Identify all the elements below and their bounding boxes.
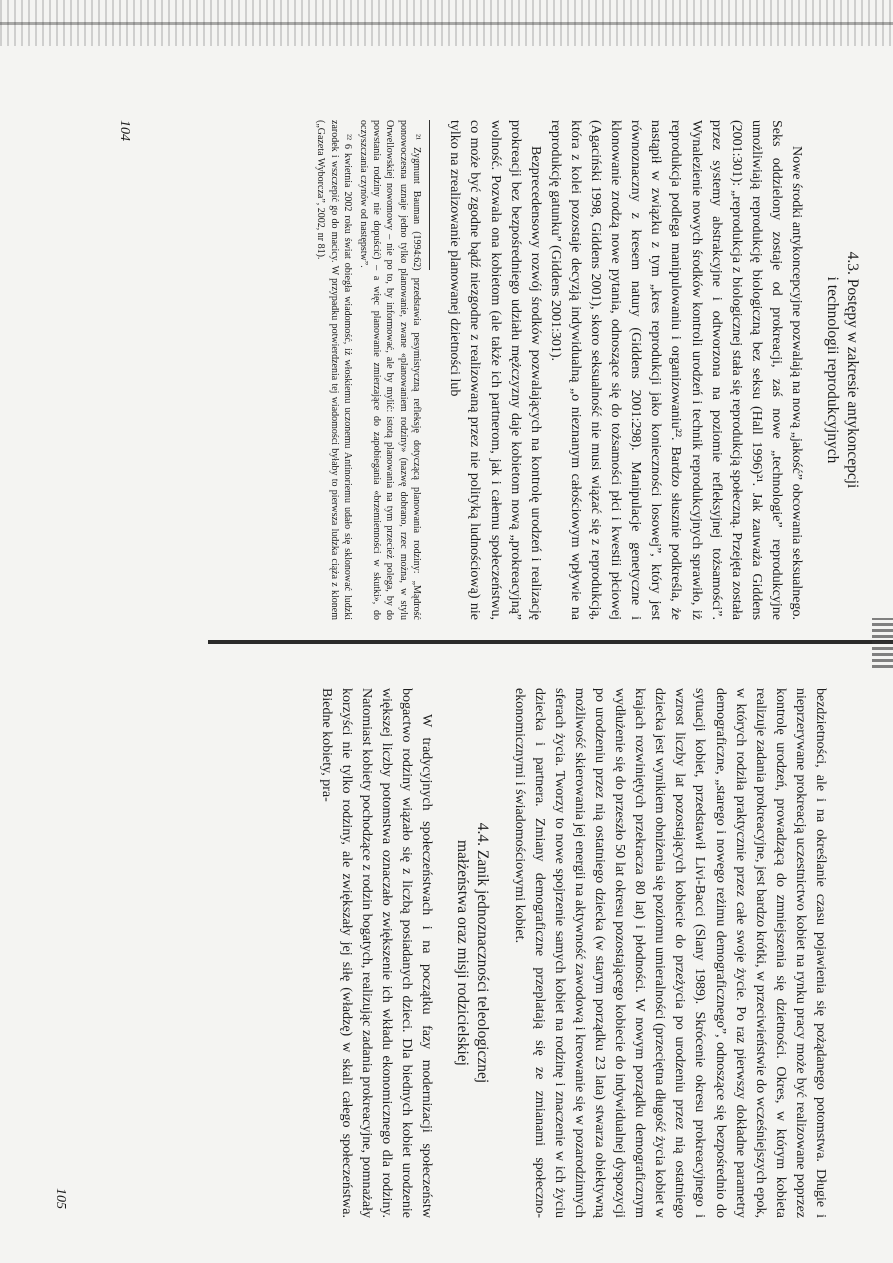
heading-line-1: 4.3. Postępy w zakresie antykoncepcji [844,251,861,489]
body-paragraph: bezdzietności, ale i na określanie czasu pojawienia się pożądanego potomstwa. Długie i nieprzerywane prokreacją uczestnictwo kobiet na rynku pracy może być realizowane poprzez kontrolę urodzeń, prowadzącą do zmniejszenia się dzietności. Okres, w którym kobieta realizuje zadania prokreacyjne, jest bardzo krótki, w przeciwieństwie do wcześniejszych epok, w których rodziła praktycznie przez całe swoje życie. Po raz pierwszy dokładne parametry demograficzne, „starego i nowego reżimu demograficznego”, odnoszące się bezpośrednio do sytuacji kobiet, przedstawił Livi-Bacci (Slany 1989). Skrócenie okresu prokreacyjnego i wzrost liczby lat pozostających kobiecie do przeżycia po urodzeniu przez nią ostatniego dziecka jest wynikiem obniżenia się poziomu umieralności (przeciętna długość życia kobiet w krajach rozwiniętych przekracza 80 lat) i płodności. W nowym porządku demograficznym wydłużenie się do przeszło 50 lat okresu pozostającego kobiecie do indywidualnej dyspozycji po urodzeniu przez nią ostatniego dziecka (w starym porządku 23 lata) stwarza obiektywną możliwość skierowania jej energii na aktywność zawodową i kreowanie się w pozarodzinnych sferach życia. Tworzy to nowe spojrzenie samych kobiet na rodzinę i znaczenie w ich życiu dziecka i partnera. Zmiany demograficzne przeplatają się ze zmianami społeczno-ekonomicznymi i świadomościowymi kobiet. [511,688,828,1218]
heading-line-2: i technologii reprodukcyjnych [824,276,841,464]
heading-line-2: małżeństwa oraz misji rodzicielskiej [454,840,472,1066]
page-number-105: 105 [53,1188,68,1209]
scan-edge-noise [0,0,893,46]
page-104-rotator [117,120,862,620]
body-paragraph: Nowe środki antykoncepcyjne pozwalają na nową „jakość” obcowania seksualnego. Seks oddzielony zostaje od prokreacji, zaś nowe „technologie” reprodukcyjne umożliwiają reprodukcję biologiczną bez seksu (Hall 1996)²¹. Jak zauważa Giddens (2001:301): „reprodukcja z biologicznej stała się reprodukcją społeczną. Przejęta została przez systemy abstrakcyjne i odtworzona na poziomie refleksyjnej tożsamości”. Wynalezienie nowych środków kontroli urodzeń i technik reprodukcyjnych sprawiło, iż reprodukcja podlega manipulowaniu i organizowaniu²². Bardzo słusznie podkreśla, że nastąpił w związku z tym „kres reprodukcji jako konieczności losowej”, który jest równoznaczny z kresem natury (Giddens 2001:298). Manipulacje genetyczne i klonowanie zrodzą nowe pytania, odnoszące się do tożsamości płci i kwestii płciowej (Agaciński 1998, Giddens 2001), skoro seksualność nie musi wiązać się z reprodukcją, która z kolei pozostaje decyzją indywidualną „o nieznanym całościowym wpływie na reprodukcję gatunku” (Giddens 2001:301). [547,120,804,620]
section-heading-4-3 [822,120,862,620]
spine-shadow [872,618,893,668]
heading-line-1: 4.4. Zanik jednoznaczności teleologicznej [474,822,492,1084]
page-104 [117,120,862,620]
page-number-104: 104 [117,120,132,141]
footnotes [314,120,430,620]
body-paragraph: W tradycyjnych społeczeństwach i na początku fazy modernizacji społeczeństw bogactwo rodziny wiązało się z liczbą posiadanych dzieci. Dla biednych kobiet urodzenie większej liczby potomstwa oznaczało zwiększenie ich wkładu ekonomicznego dla rodziny. Natomiast kobiety pochodzące z rodzin bogatych, realizując zadania prokreacyjne, pomnażały korzyści nie tylko rodziny, ale zwiększały jej siłę (władzę) w skali całego społeczeństwa. Biedne kobiety, pra- [319,688,435,1218]
section-heading-4-4 [453,688,493,1218]
body-paragraph: Bezprecedensowy rozwój środków pozwalających na kontrolę urodzeń i realizację prokreacji bez bezpośredniego udziału mężczyzny daje kobietom nową „prokreacyjną” wolność. Pozwala ona kobietom (ale także ich partnerom, jak i całemu społeczeństwu, co może być zgodne bądź niezgodne z realizowaną przez nie polityką ludnościową) nie tylko na zrealizowanie planowanej dzietności lub [447,120,543,620]
footnote-22: ²² 6 kwietnia 2002 roku świat obiegła wiadomość, iż włoskiemu uczonemu Antinoriemu udało się sklonować ludzki zarodek i wszczepić go do macicy. W przypadku potwierdzenia tej wiadomości byłaby to pierwsza ludzka ciąża z klonem („Gazeta Wyborcza”, 2002, nr 81). [315,120,354,620]
footnote-rule [429,120,430,270]
footnote-21: ²¹ Zygmunt Bauman (1994:62) przedstawia pesymistyczną refleksję dotyczącą planowania rodziny: „Mądrość ponowoczesna uznaje jedno tylko planowanie, zwane «planowaniem rodziny» (nazwę dobrano, rzec można, w stylu Orwellowskiej nowomowy – nie po to, by informować, ale by mylić: istotą planowania na tym przecież polega, by do powstania rodziny nie dopuścić) – a więc planowanie zmierzające do zapobiegania «brzemienności w skutki», do oczyszczania czynów od następstw”. [357,120,423,620]
page-105-rotator [53,688,830,1218]
book-spine-line [208,640,893,644]
page-105 [53,688,830,1218]
